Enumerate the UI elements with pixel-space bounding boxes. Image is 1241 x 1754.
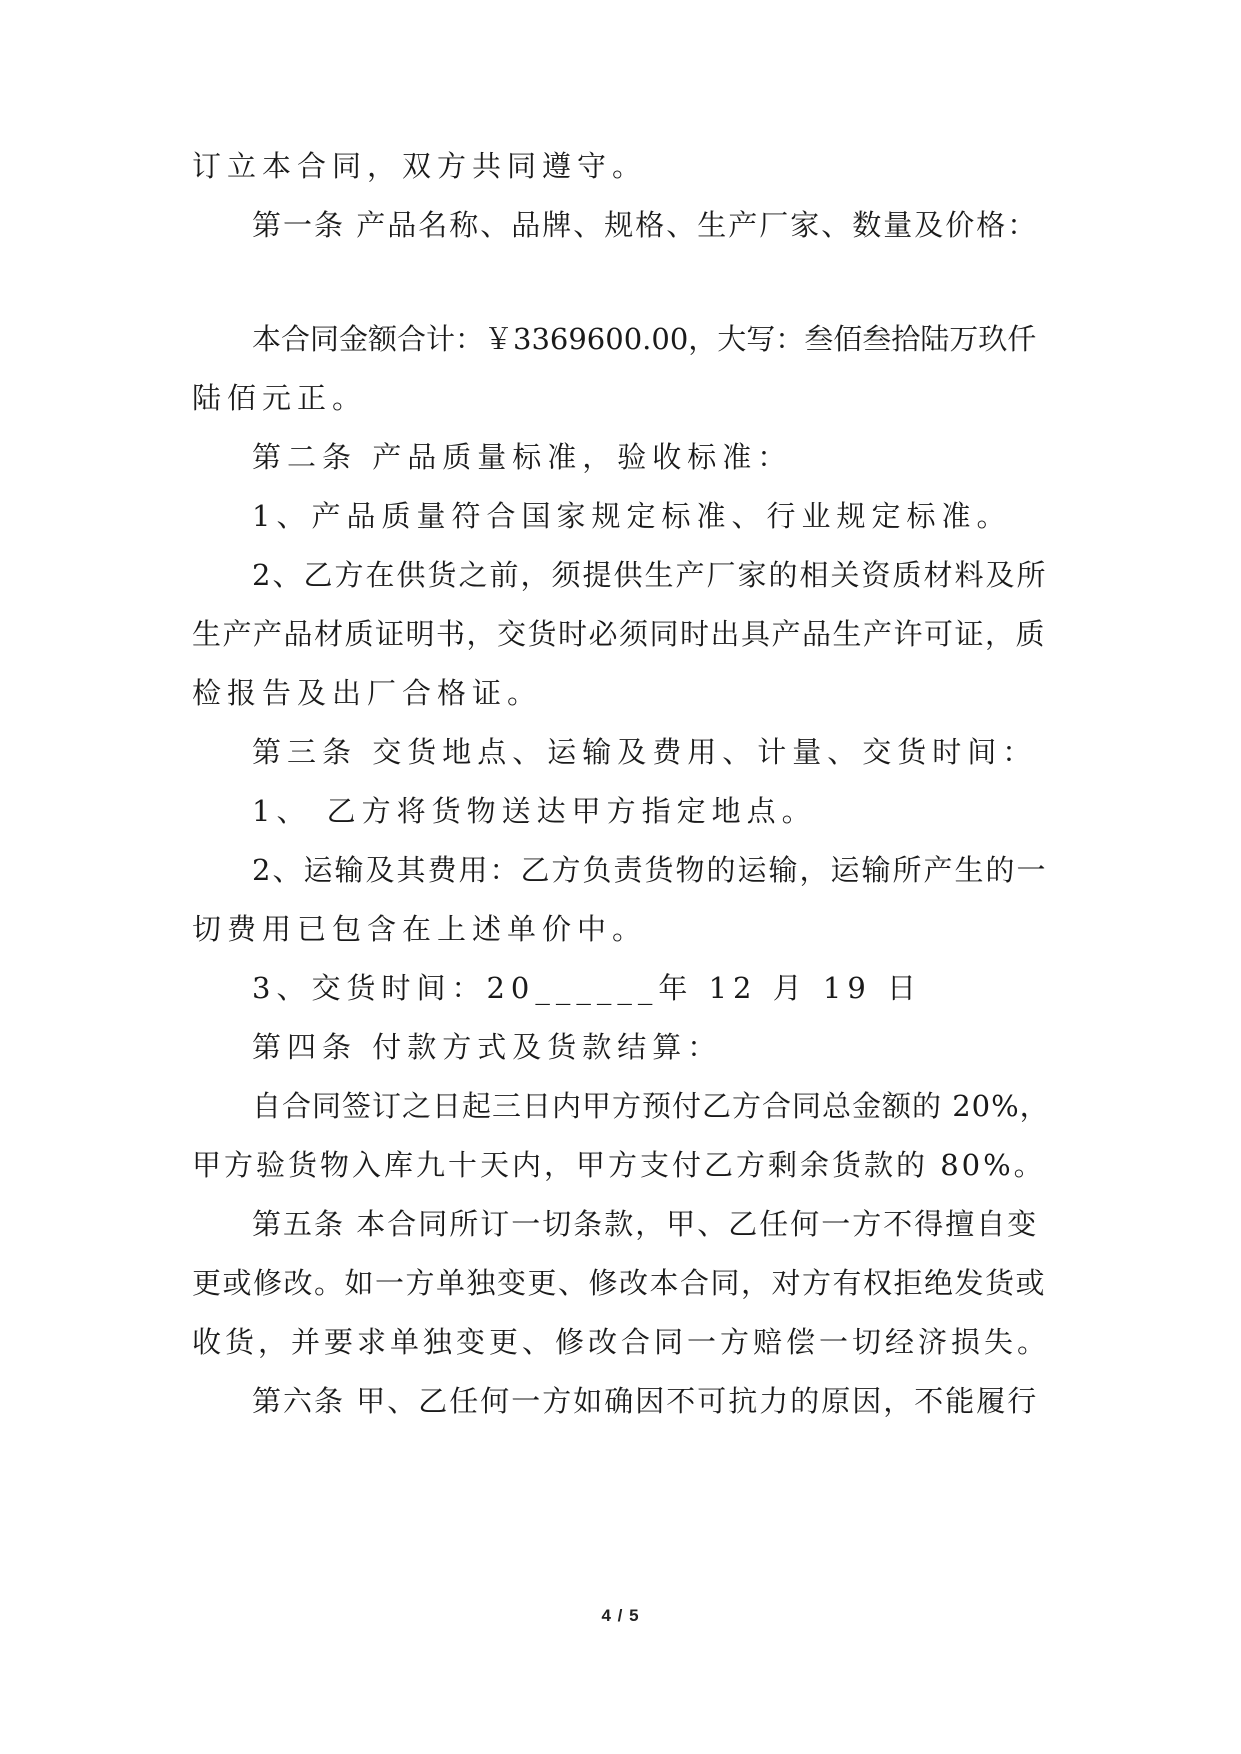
text-line: 订立本合同，双方共同遵守。 [192,149,648,183]
text-line: 切费用已包含在上述单价中。 [192,912,648,946]
article-heading: 第六条 甲、乙任何一方如确因不可抗力的原因，不能履行 [252,1384,1039,1418]
text-line: 检报告及出厂合格证。 [192,676,543,710]
text-line: 3、交货时间：20______年 12 月 19 日 [252,971,923,1005]
text-line: 1、产品质量符合国家规定标准、行业规定标准。 [252,499,1012,533]
article-heading: 第三条 交货地点、运输及费用、计量、交货时间： [252,735,1038,769]
text-line: 收货，并要求单独变更、修改合同一方赔偿一切经济损失。 [192,1325,1051,1359]
text-line: 自合同签订之日起三日内甲方预付乙方合同总金额的 20%， [252,1089,1050,1123]
page-number: 4 / 5 [601,1606,640,1625]
text-line: 2、运输及其费用：乙方负责货物的运输，运输所产生的一 [252,853,1048,887]
text-line: 本合同金额合计：￥3369600.00，大写：叁佰叁拾陆万玖仟 [252,322,1037,356]
article-heading: 第五条 本合同所订一切条款，甲、乙任何一方不得擅自变 [252,1207,1039,1241]
article-heading: 第四条 付款方式及货款结算： [252,1030,723,1064]
text-line: 更或修改。如一方单独变更、修改本合同，对方有权拒绝发货或 [192,1266,1047,1300]
text-line: 陆佰元正。 [192,381,368,415]
text-line: 2、乙方在供货之前，须提供生产厂家的相关资质材料及所 [252,558,1048,592]
text-line: 生产产品材质证明书，交货时必须同时出具产品生产许可证，质 [192,617,1047,651]
text-line: 甲方验货物入库九十天内，甲方支付乙方剩余货款的 80%。 [192,1148,1046,1182]
article-heading: 第二条 产品质量标准，验收标准： [252,440,793,474]
text-line: 1、 乙方将货物送达甲方指定地点。 [252,794,817,828]
article-heading: 第一条 产品名称、品牌、规格、生产厂家、数量及价格： [252,208,1039,242]
